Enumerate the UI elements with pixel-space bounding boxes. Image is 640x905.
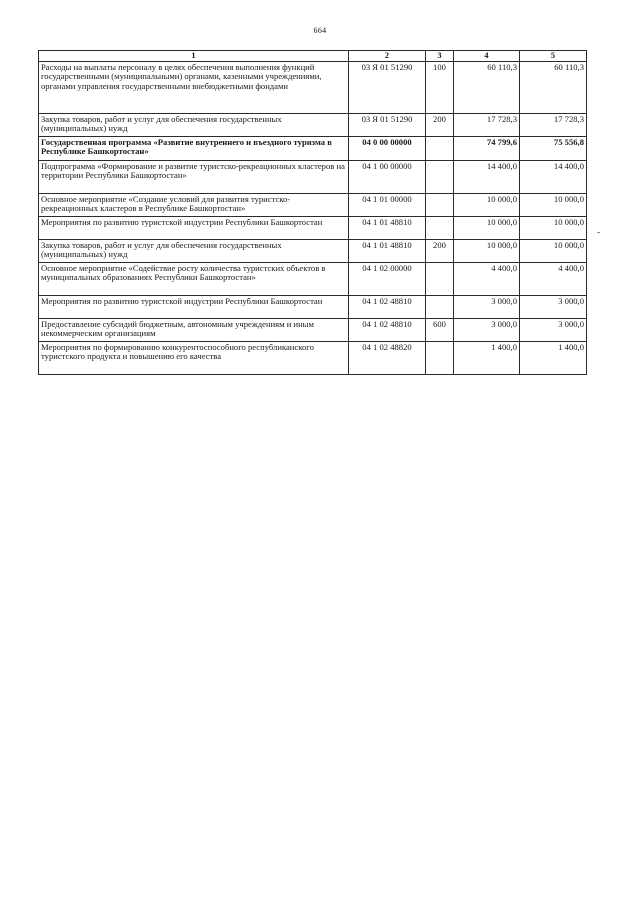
cell-amount-1: 60 110,3: [454, 62, 520, 114]
cell-amount-2: 10 000,0: [520, 217, 587, 240]
table-row: [39, 137, 587, 161]
cell-amount-1: 10 000,0: [454, 240, 520, 263]
cell-type: 100: [426, 62, 454, 114]
cell-type: 200: [426, 114, 454, 137]
cell-name: Основное мероприятие «Содействие росту количества туристских объектов в муниципальных образованиях Республики Башкортостан»: [39, 263, 349, 296]
cell-code: 04 1 02 48810: [349, 296, 426, 319]
page-number: 664: [313, 26, 327, 35]
cell-name: Расходы на выплаты персоналу в целях обеспечения выполнения функций государственными (муниципальными) органами, казенными учреждениями, органами управления государственными внебюджетными фондами: [39, 62, 349, 114]
cell-amount-2: 17 728,3: [520, 114, 587, 137]
table-header: [39, 51, 587, 62]
table-body: [39, 62, 587, 375]
table-row: [39, 319, 587, 342]
cell-code: 04 1 00 00000: [349, 161, 426, 194]
table-row: [39, 240, 587, 263]
cell-amount-1: 1 400,0: [454, 342, 520, 375]
cell-name: Государственная программа «Развитие внутреннего и въездного туризма в Республике Башкортостан»: [39, 137, 349, 161]
column-header-type: 3: [426, 51, 454, 62]
cell-code: 03 Я 01 51290: [349, 114, 426, 137]
cell-amount-2: 10 000,0: [520, 194, 587, 217]
cell-amount-2: 3 000,0: [520, 296, 587, 319]
cell-code: 04 1 01 48810: [349, 240, 426, 263]
cell-code: 04 1 02 00000: [349, 263, 426, 296]
cell-type: 200: [426, 240, 454, 263]
cell-name: Мероприятия по формированию конкурентоспособного республиканского туристского продукта и повышению его качества: [39, 342, 349, 375]
cell-type: [426, 161, 454, 194]
cell-amount-1: 3 000,0: [454, 296, 520, 319]
table-row: [39, 263, 587, 296]
cell-amount-2: 4 400,0: [520, 263, 587, 296]
cell-name: Закупка товаров, работ и услуг для обеспечения государственных (муниципальных) нужд: [39, 240, 349, 263]
cell-amount-2: 1 400,0: [520, 342, 587, 375]
cell-amount-1: 4 400,0: [454, 263, 520, 296]
table-row: [39, 161, 587, 194]
cell-name: Закупка товаров, работ и услуг для обеспечения государственных (муниципальных) нужд: [39, 114, 349, 137]
cell-type: [426, 194, 454, 217]
table-row: [39, 114, 587, 137]
cell-name: Подпрограмма «Формирование и развитие туристско-рекреационных кластеров на территории Республики Башкортостан»: [39, 161, 349, 194]
table-row: [39, 217, 587, 240]
cell-amount-2: 60 110,3: [520, 62, 587, 114]
column-header-amount-1: 4: [454, 51, 520, 62]
cell-amount-2: 14 400,0: [520, 161, 587, 194]
column-header-code: 2: [349, 51, 426, 62]
budget-table: [38, 50, 587, 375]
table-row: [39, 342, 587, 375]
cell-name: Мероприятия по развитию туристской индустрии Республики Башкортостан: [39, 296, 349, 319]
column-header-name: 1: [39, 51, 349, 62]
cell-name: Основное мероприятие «Создание условий для развития туристско-рекреационных кластеров в Республике Башкортостан»: [39, 194, 349, 217]
cell-code: 03 Я 01 51290: [349, 62, 426, 114]
cell-amount-1: 10 000,0: [454, 194, 520, 217]
cell-amount-1: 14 400,0: [454, 161, 520, 194]
cell-type: [426, 342, 454, 375]
cell-code: 04 0 00 00000: [349, 137, 426, 161]
cell-type: [426, 263, 454, 296]
table-row: [39, 296, 587, 319]
cell-type: [426, 217, 454, 240]
cell-type: 600: [426, 319, 454, 342]
cell-amount-2: 10 000,0: [520, 240, 587, 263]
table-row: [39, 194, 587, 217]
cell-code: 04 1 02 48810: [349, 319, 426, 342]
table-row: [39, 62, 587, 114]
cell-amount-1: 10 000,0: [454, 217, 520, 240]
cell-name: Мероприятия по развитию туристской индустрии Республики Башкортостан: [39, 217, 349, 240]
cell-type: [426, 137, 454, 161]
cell-code: 04 1 02 48820: [349, 342, 426, 375]
header-row: [39, 51, 587, 62]
scan-artifact: [597, 232, 600, 233]
cell-name: Предоставление субсидий бюджетным, автономным учреждениям и иным некоммерческим организациям: [39, 319, 349, 342]
cell-amount-1: 17 728,3: [454, 114, 520, 137]
cell-amount-2: 3 000,0: [520, 319, 587, 342]
cell-amount-1: 3 000,0: [454, 319, 520, 342]
cell-type: [426, 296, 454, 319]
cell-amount-2: 75 556,8: [520, 137, 587, 161]
cell-code: 04 1 01 48810: [349, 217, 426, 240]
cell-code: 04 1 01 00000: [349, 194, 426, 217]
cell-amount-1: 74 799,6: [454, 137, 520, 161]
column-header-amount-2: 5: [520, 51, 587, 62]
